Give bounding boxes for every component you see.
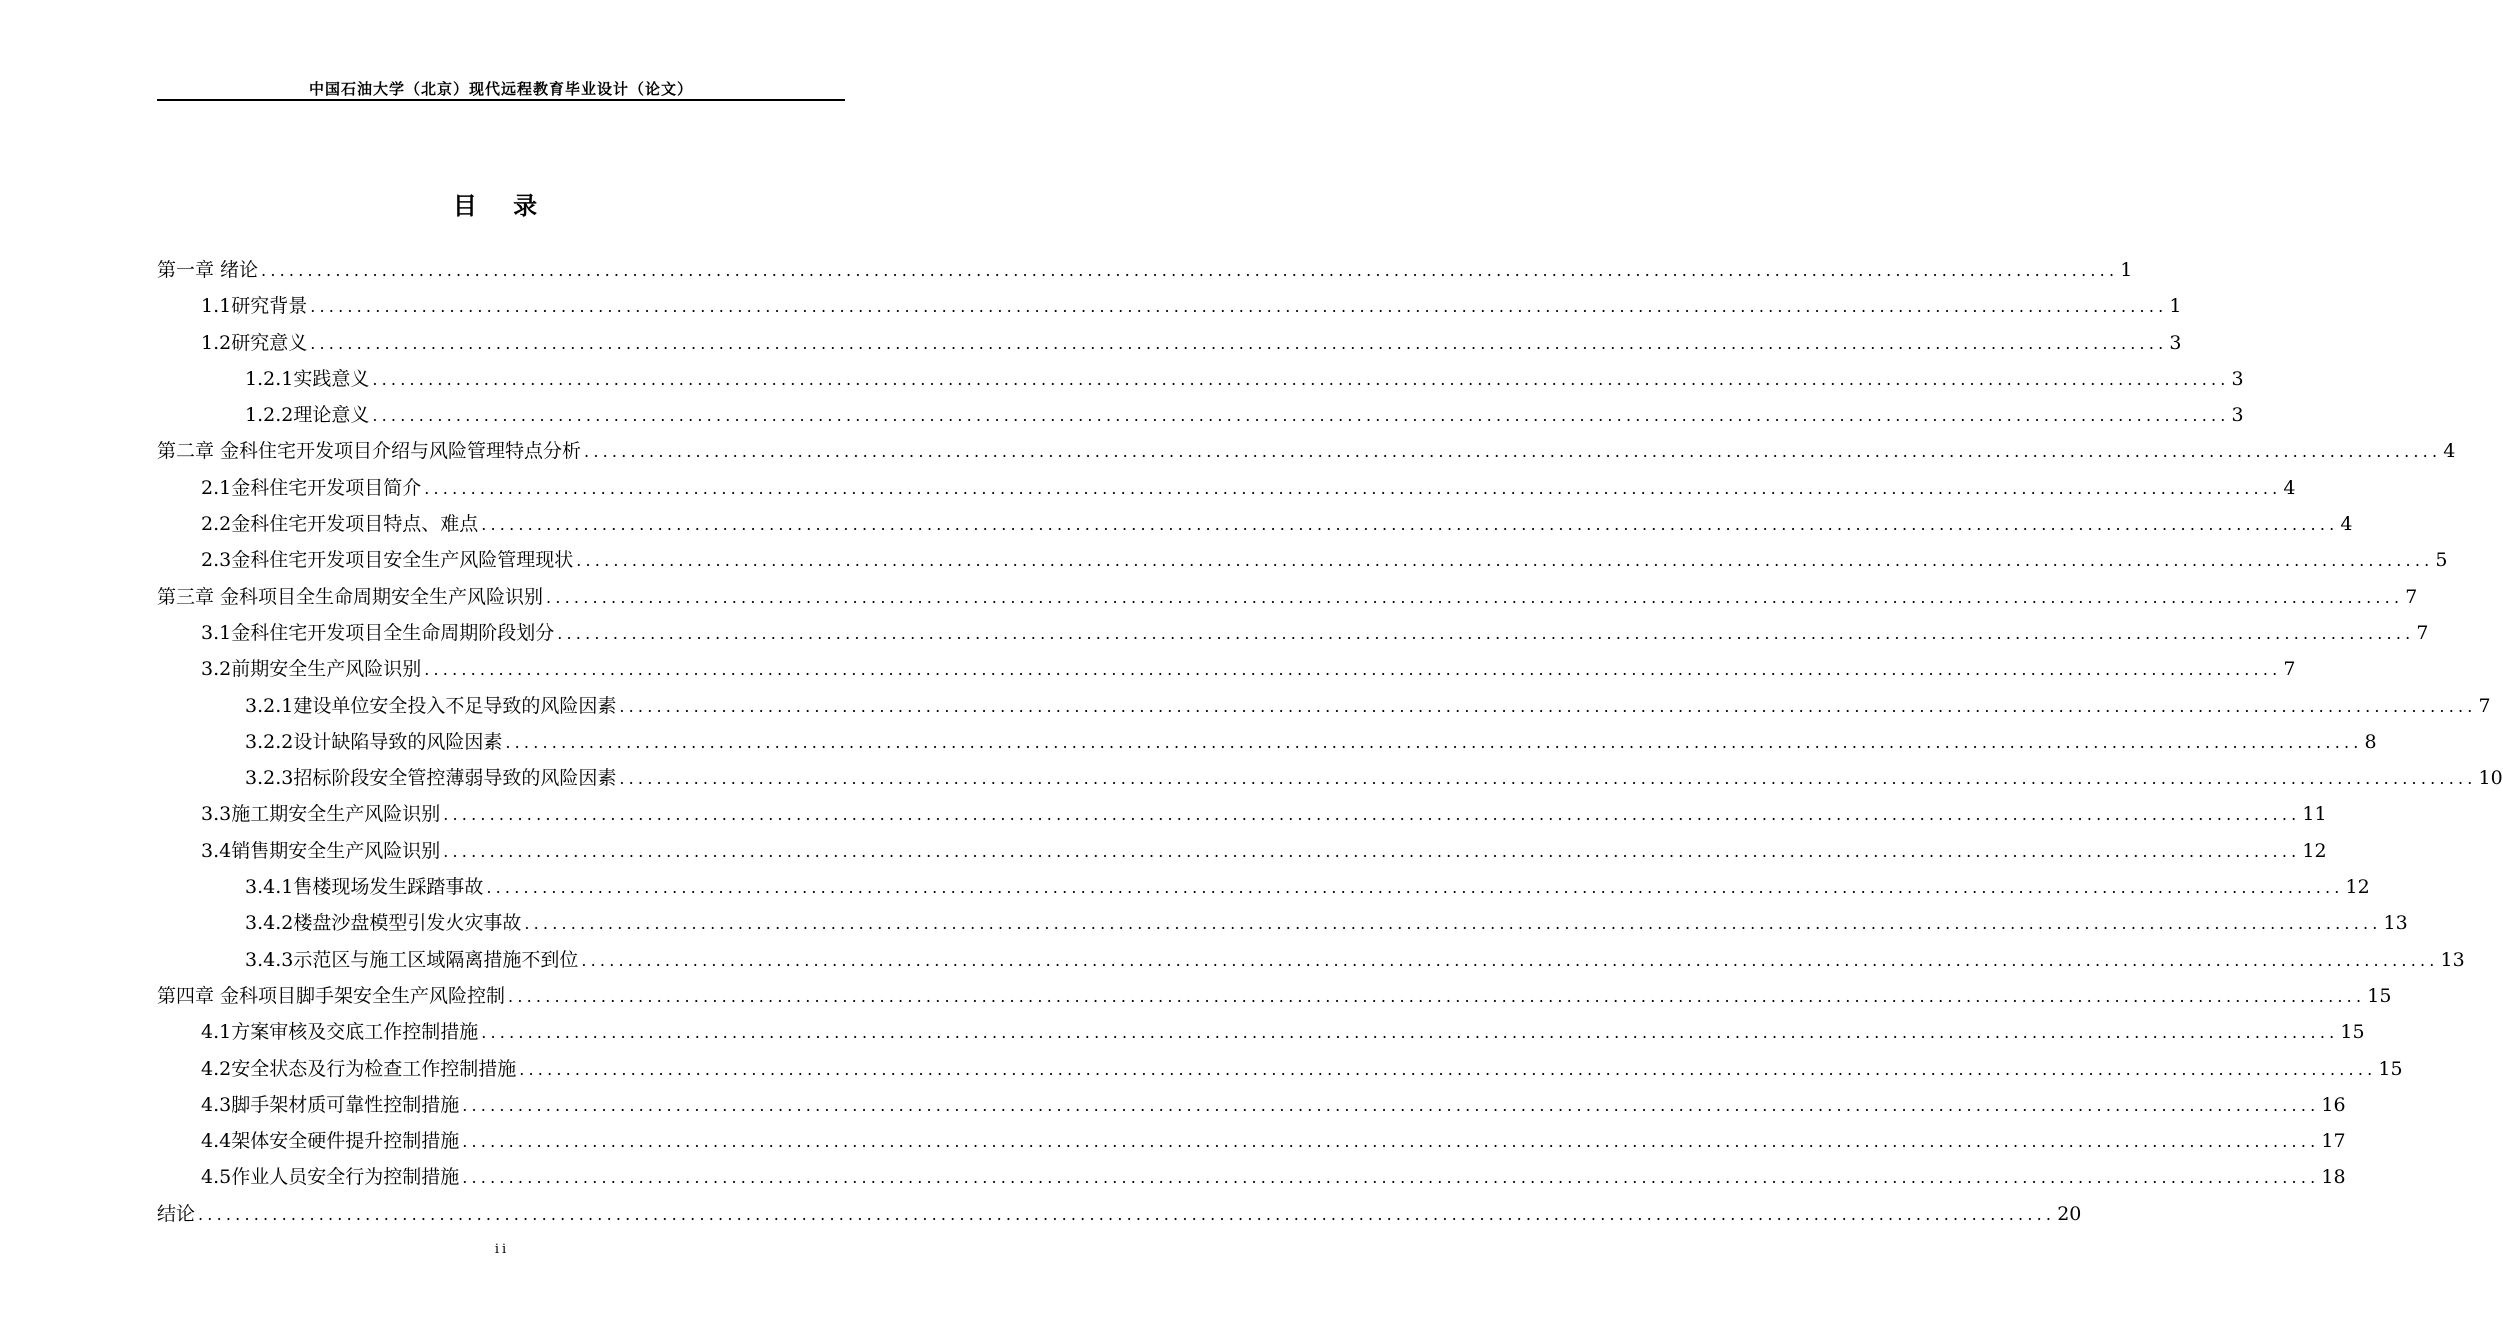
toc-entry-title: 4.1方案审核及交底工作控制措施 bbox=[201, 1021, 479, 1044]
toc-entry-page: 1 bbox=[2120, 259, 2133, 281]
toc-entry-page: 15 bbox=[2367, 984, 2392, 1007]
toc-entry-title: 4.4架体安全硬件提升控制措施 bbox=[201, 1130, 460, 1153]
toc-leader-dots: ........................................................................................................................................................................................................ bbox=[261, 261, 2119, 280]
toc-entry-page: 11 bbox=[2302, 803, 2327, 826]
toc-entry-title: 4.5作业人员安全行为控制措施 bbox=[201, 1166, 460, 1189]
page-title: 目 录 bbox=[452, 192, 552, 220]
toc-entry-page: 10 bbox=[2478, 767, 2503, 790]
toc-entry[interactable] bbox=[157, 905, 2408, 941]
toc-entry-title: 3.3施工期安全生产风险识别 bbox=[201, 803, 441, 826]
header-rule bbox=[157, 99, 845, 101]
toc-entry[interactable] bbox=[157, 760, 2503, 796]
toc-entry-page: 3 bbox=[2231, 367, 2244, 390]
toc-entry-title: 1.2.2理论意义 bbox=[245, 404, 370, 427]
toc-entry[interactable] bbox=[157, 1196, 2082, 1232]
toc-leader-dots: ........................................................................................................................................................................................................ bbox=[481, 1023, 2339, 1043]
toc-entry[interactable] bbox=[157, 1123, 2346, 1159]
toc-entry-page: 4 bbox=[2283, 476, 2296, 499]
toc-entry-page: 3 bbox=[2169, 331, 2182, 354]
toc-entry-title: 第四章 金科项目脚手架安全生产风险控制 bbox=[157, 984, 506, 1007]
toc-entry-page: 17 bbox=[2321, 1130, 2346, 1153]
toc-entry-title: 1.2研究意义 bbox=[201, 331, 308, 354]
running-header: 中国石油大学（北京）现代远程教育毕业设计（论文） bbox=[308, 80, 693, 98]
toc-entry-title: 3.4.1售楼现场发生踩踏事故 bbox=[245, 876, 484, 899]
toc-leader-dots: ........................................................................................................................................................................................................ bbox=[519, 1059, 2377, 1079]
toc-leader-dots: ........................................................................................................................................................................................................ bbox=[486, 878, 2344, 898]
toc-leader-dots: ........................................................................................................................................................................................................ bbox=[372, 369, 2230, 389]
toc-entry-page: 3 bbox=[2231, 404, 2244, 427]
toc-entry-page: 7 bbox=[2478, 694, 2491, 717]
toc-leader-dots: ........................................................................................................................................................................................................ bbox=[546, 587, 2404, 607]
toc-entry[interactable] bbox=[157, 978, 2392, 1014]
toc-entry[interactable] bbox=[157, 397, 2244, 433]
toc-entry-title: 1.1研究背景 bbox=[201, 295, 308, 318]
toc-entry-page: 15 bbox=[2378, 1057, 2403, 1080]
toc-entry-title: 3.2.1建设单位安全投入不足导致的风险因素 bbox=[245, 694, 617, 717]
toc-entry-page: 5 bbox=[2435, 549, 2448, 572]
toc-entry-title: 3.1金科住宅开发项目全生命周期阶段划分 bbox=[201, 621, 555, 644]
toc-entry-title: 第一章 绪论 bbox=[157, 259, 259, 281]
toc-entry-page: 16 bbox=[2321, 1093, 2346, 1116]
toc-entry-page: 7 bbox=[2416, 621, 2429, 644]
toc-entry-title: 3.4.3示范区与施工区域隔离措施不到位 bbox=[245, 948, 579, 971]
toc-entry[interactable] bbox=[157, 724, 2377, 760]
toc-leader-dots: ........................................................................................................................................................................................................ bbox=[462, 1095, 2320, 1115]
toc-entry[interactable] bbox=[157, 688, 2491, 724]
toc-entry[interactable] bbox=[157, 252, 2133, 288]
toc-entry[interactable] bbox=[157, 1014, 2365, 1050]
toc-leader-dots: ........................................................................................................................................................................................................ bbox=[481, 515, 2339, 535]
table-of-contents bbox=[157, 252, 2503, 1232]
toc-entry-page: 1 bbox=[2169, 295, 2182, 318]
toc-entry[interactable] bbox=[157, 288, 2182, 324]
toc-entry[interactable] bbox=[157, 1087, 2346, 1123]
toc-leader-dots: ........................................................................................................................................................................................................ bbox=[619, 696, 2477, 716]
toc-entry[interactable] bbox=[157, 470, 2296, 506]
toc-entry-title: 第三章 金科项目全生命周期安全生产风险识别 bbox=[157, 585, 544, 608]
toc-entry[interactable] bbox=[157, 542, 2448, 578]
toc-entry-title: 2.2金科住宅开发项目特点、难点 bbox=[201, 513, 479, 536]
toc-leader-dots: ........................................................................................................................................................................................................ bbox=[524, 914, 2382, 934]
toc-leader-dots: ........................................................................................................................................................................................................ bbox=[584, 442, 2442, 462]
toc-entry-page: 12 bbox=[2345, 876, 2370, 899]
toc-entry[interactable] bbox=[157, 869, 2370, 905]
toc-entry-title: 第二章 金科住宅开发项目介绍与风险管理特点分析 bbox=[157, 440, 582, 463]
toc-entry-title: 3.2前期安全生产风险识别 bbox=[201, 658, 422, 681]
toc-entry-title: 3.2.3招标阶段安全管控薄弱导致的风险因素 bbox=[245, 767, 617, 790]
toc-entry[interactable] bbox=[157, 579, 2418, 615]
toc-entry[interactable] bbox=[157, 361, 2244, 397]
toc-entry-page: 13 bbox=[2383, 912, 2408, 935]
toc-entry-page: 7 bbox=[2283, 658, 2296, 681]
toc-leader-dots: ........................................................................................................................................................................................................ bbox=[581, 950, 2439, 970]
toc-entry-page: 15 bbox=[2340, 1021, 2365, 1044]
page-number: ii bbox=[494, 1242, 510, 1257]
toc-entry[interactable] bbox=[157, 615, 2429, 651]
toc-entry[interactable] bbox=[157, 506, 2353, 542]
toc-leader-dots: ........................................................................................................................................................................................................ bbox=[462, 1132, 2320, 1152]
toc-entry[interactable] bbox=[157, 942, 2465, 978]
toc-entry-title: 3.4.2楼盘沙盘模型引发火灾事故 bbox=[245, 912, 522, 935]
toc-entry-page: 8 bbox=[2364, 730, 2377, 753]
toc-entry-title: 4.3脚手架材质可靠性控制措施 bbox=[201, 1093, 460, 1116]
toc-leader-dots: ........................................................................................................................................................................................................ bbox=[508, 986, 2366, 1006]
toc-entry[interactable] bbox=[157, 651, 2296, 687]
toc-entry-title: 3.4销售期安全生产风险识别 bbox=[201, 839, 441, 862]
toc-entry[interactable] bbox=[157, 833, 2327, 869]
toc-entry-page: 7 bbox=[2405, 585, 2418, 608]
toc-leader-dots: ........................................................................................................................................................................................................ bbox=[576, 551, 2434, 571]
toc-entry-page: 4 bbox=[2340, 513, 2353, 536]
toc-entry[interactable] bbox=[157, 1159, 2346, 1195]
toc-entry[interactable] bbox=[157, 796, 2327, 832]
toc-entry-title: 4.2安全状态及行为检查工作控制措施 bbox=[201, 1057, 517, 1080]
toc-leader-dots: ........................................................................................................................................................................................................ bbox=[424, 478, 2282, 498]
toc-entry-title: 2.1金科住宅开发项目简介 bbox=[201, 476, 422, 499]
toc-entry-title: 3.2.2设计缺陷导致的风险因素 bbox=[245, 730, 503, 753]
toc-leader-dots: ........................................................................................................................................................................................................ bbox=[619, 769, 2477, 789]
toc-leader-dots: ........................................................................................................................................................................................................ bbox=[310, 297, 2168, 317]
toc-entry[interactable] bbox=[157, 325, 2182, 361]
toc-leader-dots: ........................................................................................................................................................................................................ bbox=[443, 805, 2301, 825]
toc-leader-dots: ........................................................................................................................................................................................................ bbox=[198, 1204, 2056, 1224]
toc-leader-dots: ........................................................................................................................................................................................................ bbox=[424, 660, 2282, 680]
toc-leader-dots: ........................................................................................................................................................................................................ bbox=[443, 841, 2301, 861]
toc-entry-title: 2.3金科住宅开发项目安全生产风险管理现状 bbox=[201, 549, 574, 572]
toc-entry[interactable] bbox=[157, 433, 2456, 469]
toc-entry-page: 20 bbox=[2057, 1202, 2082, 1225]
toc-entry-page: 18 bbox=[2321, 1166, 2346, 1189]
toc-leader-dots: ........................................................................................................................................................................................................ bbox=[557, 623, 2415, 643]
toc-leader-dots: ........................................................................................................................................................................................................ bbox=[310, 333, 2168, 353]
toc-entry-title: 结论 bbox=[157, 1202, 196, 1225]
toc-entry-page: 4 bbox=[2443, 440, 2456, 463]
toc-leader-dots: ........................................................................................................................................................................................................ bbox=[372, 406, 2230, 426]
toc-leader-dots: ........................................................................................................................................................................................................ bbox=[462, 1168, 2320, 1188]
toc-entry[interactable] bbox=[157, 1051, 2403, 1087]
toc-entry-title: 1.2.1实践意义 bbox=[245, 367, 370, 390]
toc-entry-page: 13 bbox=[2440, 948, 2465, 971]
toc-entry-page: 12 bbox=[2302, 839, 2327, 862]
toc-leader-dots: ........................................................................................................................................................................................................ bbox=[505, 732, 2363, 752]
